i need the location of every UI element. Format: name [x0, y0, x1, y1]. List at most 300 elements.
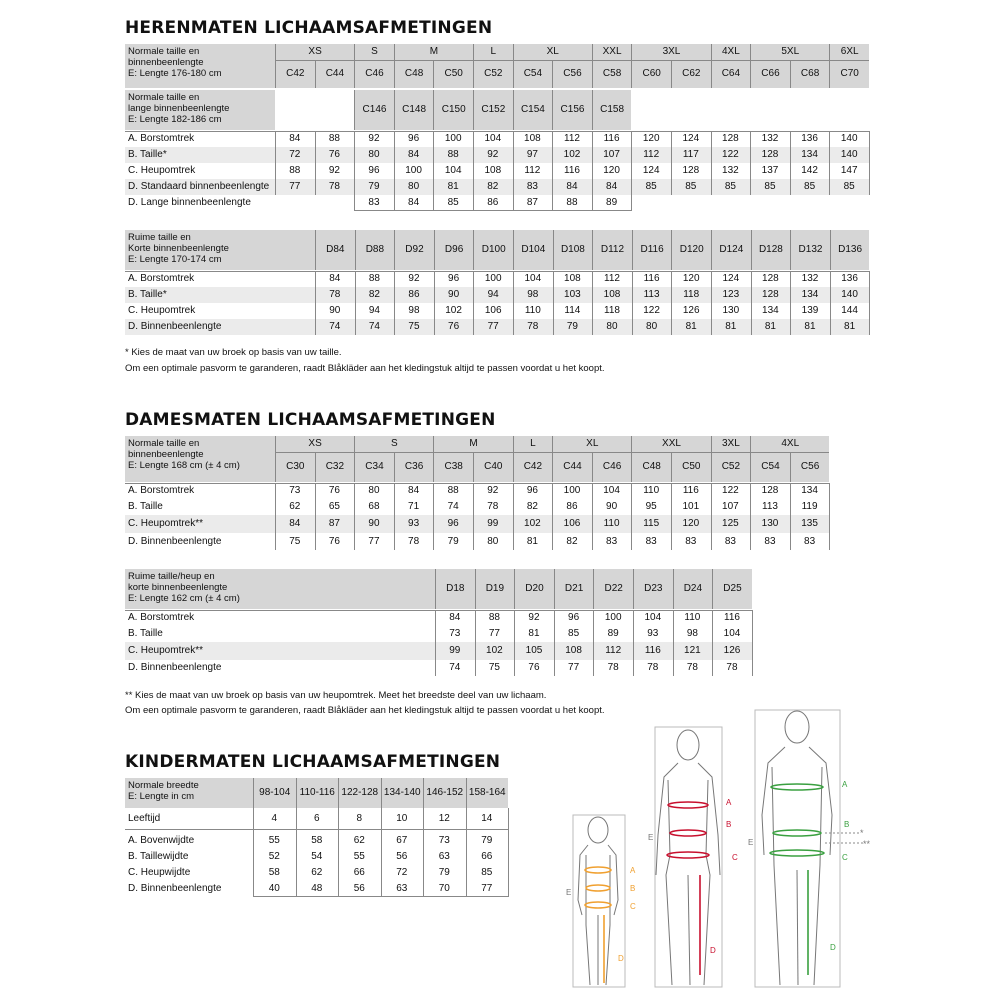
- kids-title: KINDERMATEN LICHAAMSAFMETINGEN: [125, 752, 501, 772]
- size-code: C30: [275, 452, 315, 482]
- value-cell: 122: [643, 305, 660, 316]
- value-cell: 66: [481, 851, 493, 862]
- value-cell: 68: [368, 501, 380, 512]
- value-cell: 77: [481, 883, 493, 894]
- row-divider: [125, 610, 752, 611]
- column-divider: [830, 271, 831, 335]
- value-cell: 114: [564, 305, 581, 316]
- value-cell: 120: [682, 273, 700, 284]
- value-cell: 63: [396, 883, 408, 894]
- value-cell: 85: [724, 181, 736, 192]
- size-row-label: Normale taille en binnenbeenlengte E: Lengte 168 cm (± 4 cm): [125, 436, 275, 482]
- value-cell: 81: [764, 321, 776, 332]
- value-cell: 90: [448, 289, 460, 300]
- value-cell: 99: [487, 518, 499, 529]
- value-cell: 65: [328, 501, 340, 512]
- column-divider: [338, 808, 339, 897]
- size-code: D22: [593, 569, 633, 609]
- row-label: B. Taille: [128, 501, 163, 512]
- size-group-header: XS: [275, 436, 354, 452]
- value-cell: 84: [289, 133, 301, 144]
- size-code: C52: [711, 452, 751, 482]
- child-label-e: E: [566, 888, 572, 897]
- row-label: C. Heupomtrek**: [128, 645, 204, 656]
- value-cell: 84: [606, 181, 618, 192]
- value-cell: 124: [642, 165, 660, 176]
- column-divider: [829, 131, 830, 195]
- row-divider: [275, 452, 829, 453]
- long-size-code: C150: [433, 90, 473, 130]
- value-cell: 107: [603, 149, 620, 160]
- row-label: B. Taille: [128, 628, 163, 639]
- value-cell: 74: [449, 662, 461, 673]
- long-size-row-label: Normale taille en lange binnenbeenlengte E: Lengte 182-186 cm: [125, 90, 275, 130]
- value-cell: 56: [396, 851, 408, 862]
- value-cell: 73: [438, 835, 450, 846]
- column-divider: [552, 483, 553, 550]
- man-label-b: B: [844, 820, 850, 829]
- size-code: C54: [750, 452, 790, 482]
- size-code: C70: [829, 60, 869, 88]
- value-cell: 98: [686, 628, 698, 639]
- row-label: C. Heupomtrek: [128, 165, 196, 176]
- value-cell: 75: [289, 535, 301, 547]
- value-cell: 125: [722, 518, 739, 529]
- value-cell: 92: [528, 612, 540, 623]
- men-footnote: * Kies de maat van uw broek op basis van uw taille.: [125, 347, 342, 358]
- value-cell: 85: [764, 181, 776, 192]
- value-cell: 62: [353, 835, 365, 846]
- column-divider: [712, 610, 713, 676]
- column-divider: [513, 483, 514, 550]
- column-divider: [592, 131, 593, 195]
- value-cell: 80: [487, 535, 499, 547]
- value-cell: 107: [722, 501, 739, 512]
- size-group-header: S: [354, 436, 433, 452]
- age-label: Leeftijd: [128, 813, 161, 824]
- column-divider: [275, 483, 276, 550]
- row-label: C. Heupomtrek: [128, 305, 196, 316]
- size-row-label: Normale taille en binnenbeenlengte E: Lengte 176-180 cm: [125, 44, 275, 88]
- size-group-header: 4XL: [750, 436, 829, 452]
- value-cell: 40: [268, 883, 280, 894]
- value-cell: 88: [447, 485, 459, 496]
- size-group-header: M: [394, 44, 473, 60]
- value-cell: 76: [328, 535, 340, 547]
- value-cell: 116: [643, 273, 660, 284]
- column-divider: [750, 131, 751, 195]
- value-cell: 89: [607, 628, 619, 639]
- value-cell: 77: [568, 662, 580, 673]
- value-cell: 108: [603, 289, 621, 300]
- value-cell: 78: [607, 662, 619, 673]
- column-divider: [750, 483, 751, 550]
- size-code: C68: [790, 60, 830, 88]
- column-divider: [671, 483, 672, 550]
- value-cell: 82: [368, 289, 380, 300]
- men-fit-note: Om een optimale pasvorm te garanderen, raadt Blåkläder aan het kledingstuk altijd te passen voordat u het koopt.: [125, 363, 605, 374]
- value-cell: 116: [564, 165, 580, 176]
- column-divider: [354, 483, 355, 550]
- value-cell: 73: [449, 628, 461, 639]
- value-cell: 108: [524, 133, 541, 144]
- size-code: 122-128: [338, 778, 381, 808]
- value-cell: 88: [289, 165, 301, 176]
- value-cell: 83: [526, 181, 538, 192]
- column-divider: [592, 483, 593, 550]
- value-cell: 96: [568, 612, 580, 623]
- size-code: D108: [553, 230, 593, 270]
- value-cell: 88: [368, 273, 380, 284]
- value-cell: 118: [604, 305, 620, 316]
- column-divider: [869, 131, 870, 195]
- row-label: B. Taille*: [128, 289, 167, 300]
- size-code: D23: [633, 569, 673, 609]
- value-cell: 101: [682, 501, 700, 512]
- column-divider: [394, 195, 395, 211]
- size-code: C48: [631, 452, 671, 482]
- value-cell: 75: [408, 321, 420, 332]
- size-row-label: Normale breedte E: Lengte in cm: [125, 778, 253, 808]
- row-label: D. Binnenbeenlengte: [128, 883, 222, 894]
- size-code: C58: [592, 60, 632, 88]
- value-cell: 85: [645, 181, 657, 192]
- value-cell: 142: [801, 165, 818, 176]
- value-cell: 89: [606, 197, 618, 208]
- value-cell: 99: [449, 645, 461, 656]
- women-fit-note: Om een optimale pasvorm te garanderen, raadt Blåkläder aan het kledingstuk altijd te passen voordat u het koopt.: [125, 705, 605, 716]
- body-measurement-illustration: [560, 705, 880, 990]
- value-cell: 112: [604, 273, 620, 284]
- value-cell: 134: [801, 485, 818, 496]
- value-cell: 135: [801, 518, 818, 529]
- man-label-a: A: [842, 780, 848, 789]
- size-code: C54: [513, 60, 553, 88]
- value-cell: 78: [686, 662, 698, 673]
- size-code: C46: [354, 60, 394, 88]
- value-cell: 72: [289, 149, 301, 160]
- man-figure: [755, 710, 840, 987]
- value-cell: 72: [396, 867, 408, 878]
- row-label: C. Heupwijdte: [128, 867, 191, 878]
- value-cell: 96: [408, 133, 420, 144]
- column-divider: [752, 610, 753, 676]
- value-cell: 78: [527, 321, 539, 332]
- value-cell: 76: [328, 485, 340, 496]
- row-divider: [125, 131, 869, 132]
- column-divider: [554, 610, 555, 676]
- size-code: C60: [631, 60, 671, 88]
- value-cell: 76: [328, 149, 340, 160]
- value-cell: 104: [603, 485, 620, 496]
- size-code: C40: [473, 452, 513, 482]
- column-divider: [513, 131, 514, 195]
- row-label: A. Borstomtrek: [128, 133, 195, 144]
- value-cell: 110: [603, 518, 620, 529]
- column-divider: [473, 271, 474, 335]
- value-cell: 100: [563, 485, 581, 496]
- row-label: A. Bovenwijdte: [128, 835, 195, 846]
- value-cell: 84: [289, 518, 301, 529]
- size-code: 158-164: [466, 778, 509, 808]
- value-cell: 103: [564, 289, 581, 300]
- long-size-code: C146: [354, 90, 394, 130]
- column-divider: [315, 483, 316, 550]
- row-divider: [275, 60, 869, 61]
- size-code: 98-104: [253, 778, 296, 808]
- woman-label-c: C: [732, 853, 738, 862]
- value-cell: 124: [722, 273, 740, 284]
- value-cell: 85: [447, 197, 459, 208]
- value-cell: 84: [566, 181, 578, 192]
- column-divider: [394, 131, 395, 195]
- column-divider: [671, 131, 672, 195]
- value-cell: 122: [722, 149, 739, 160]
- column-divider: [508, 808, 509, 897]
- value-cell: 90: [606, 501, 618, 512]
- size-code: 110-116: [296, 778, 339, 808]
- value-cell: 84: [449, 612, 461, 623]
- value-cell: 94: [368, 305, 380, 316]
- value-cell: 79: [438, 867, 450, 878]
- size-code: 146-152: [423, 778, 466, 808]
- value-cell: 81: [725, 321, 737, 332]
- value-cell: 83: [685, 535, 697, 547]
- value-cell: 144: [841, 305, 858, 316]
- long-size-code: C148: [394, 90, 434, 130]
- value-cell: 134: [762, 305, 779, 316]
- row-label: D. Lange binnenbeenlengte: [128, 197, 251, 208]
- value-cell: 62: [289, 501, 301, 512]
- column-divider: [354, 131, 355, 195]
- value-cell: 102: [486, 645, 503, 656]
- column-divider: [433, 195, 434, 211]
- value-cell: 128: [682, 165, 700, 176]
- value-cell: 85: [843, 181, 855, 192]
- column-divider: [435, 610, 436, 676]
- value-cell: 93: [647, 628, 659, 639]
- column-divider: [473, 195, 474, 211]
- man-waist-mark: *: [860, 828, 864, 838]
- value-cell: 97: [526, 149, 538, 160]
- value-cell: 77: [487, 321, 499, 332]
- value-cell: 108: [564, 273, 581, 284]
- column-divider: [711, 131, 712, 195]
- value-cell: 112: [524, 165, 541, 176]
- value-cell: 84: [408, 197, 420, 208]
- size-code: C38: [433, 452, 473, 482]
- size-code: C56: [790, 452, 830, 482]
- value-cell: 130: [761, 518, 779, 529]
- value-cell: 100: [604, 612, 622, 623]
- value-cell: 116: [603, 133, 620, 144]
- column-divider: [394, 271, 395, 335]
- column-divider: [315, 131, 316, 195]
- value-cell: 96: [368, 165, 380, 176]
- value-cell: 87: [328, 518, 340, 529]
- row-label: A. Borstomtrek: [128, 612, 195, 623]
- column-divider: [711, 483, 712, 550]
- value-cell: 104: [444, 165, 462, 176]
- value-cell: 128: [762, 273, 779, 284]
- value-cell: 85: [481, 867, 493, 878]
- column-divider: [394, 483, 395, 550]
- woman-label-e: E: [648, 833, 654, 842]
- value-cell: 92: [487, 149, 499, 160]
- value-cell: 116: [724, 612, 740, 623]
- size-code: C48: [394, 60, 434, 88]
- column-divider: [253, 808, 254, 897]
- value-cell: 104: [723, 628, 741, 639]
- value-cell: 86: [408, 289, 420, 300]
- value-cell: 137: [761, 165, 779, 176]
- size-code: D88: [355, 230, 395, 270]
- value-cell: 120: [682, 518, 700, 529]
- value-cell: 48: [311, 883, 323, 894]
- value-cell: 81: [844, 321, 856, 332]
- size-code: C62: [671, 60, 711, 88]
- child-label-a: A: [630, 866, 636, 875]
- value-cell: 78: [328, 181, 340, 192]
- value-cell: 81: [804, 321, 816, 332]
- value-cell: 140: [841, 289, 858, 300]
- size-code: D24: [673, 569, 713, 609]
- value-cell: 71: [408, 501, 420, 512]
- value-cell: 118: [683, 289, 700, 300]
- value-cell: 66: [353, 867, 365, 878]
- value-cell: 84: [408, 485, 420, 496]
- column-divider: [790, 483, 791, 550]
- value-cell: 120: [642, 133, 660, 144]
- size-code: C56: [552, 60, 592, 88]
- size-code: C44: [552, 452, 592, 482]
- value-cell: 94: [487, 289, 499, 300]
- value-cell: 77: [289, 181, 301, 192]
- value-cell: 74: [447, 501, 459, 512]
- value-cell: 128: [761, 149, 779, 160]
- man-hip-mark: **: [863, 839, 871, 849]
- row-label: B. Taille*: [128, 149, 167, 160]
- value-cell: 139: [801, 305, 819, 316]
- value-cell: 85: [685, 181, 697, 192]
- value-cell: 78: [329, 289, 341, 300]
- man-label-d: D: [830, 943, 836, 952]
- column-divider: [434, 271, 435, 335]
- column-divider: [466, 808, 467, 897]
- size-group-header: 3XL: [631, 44, 710, 60]
- value-cell: 78: [647, 662, 659, 673]
- value-cell: 100: [484, 273, 502, 284]
- value-cell: 90: [329, 305, 341, 316]
- child-label-d: D: [618, 954, 624, 963]
- size-code: C46: [592, 452, 632, 482]
- size-code: C66: [750, 60, 790, 88]
- value-cell: 123: [722, 289, 740, 300]
- age-value: 4: [271, 813, 278, 824]
- value-cell: 113: [762, 501, 778, 512]
- value-cell: 116: [644, 645, 661, 656]
- column-divider: [592, 195, 593, 211]
- value-cell: 128: [722, 133, 739, 144]
- column-divider: [513, 195, 514, 211]
- value-cell: 81: [685, 321, 697, 332]
- value-cell: 74: [329, 321, 341, 332]
- value-cell: 80: [368, 485, 380, 496]
- size-code: D136: [830, 230, 870, 270]
- row-divider: [125, 483, 829, 484]
- column-divider: [711, 271, 712, 335]
- row-label: D. Binnenbeenlengte: [128, 321, 222, 332]
- size-code: C32: [315, 452, 355, 482]
- value-cell: 92: [408, 273, 420, 284]
- value-cell: 62: [311, 867, 323, 878]
- age-value: 14: [481, 813, 493, 824]
- column-divider: [381, 808, 382, 897]
- column-divider: [631, 195, 632, 211]
- long-size-code: C158: [592, 90, 632, 130]
- women-footnote: ** Kies de maat van uw broek op basis van uw heupomtrek. Meet het breedste deel van uw lichaam.: [125, 690, 547, 701]
- value-cell: 104: [644, 612, 662, 623]
- value-cell: 132: [722, 165, 739, 176]
- value-cell: 88: [328, 133, 340, 144]
- size-code: D25: [712, 569, 752, 609]
- column-divider: [869, 271, 870, 335]
- value-cell: 147: [840, 165, 858, 176]
- column-divider: [354, 195, 355, 211]
- value-cell: 84: [329, 273, 341, 284]
- value-cell: 76: [528, 662, 540, 673]
- value-cell: 58: [268, 867, 280, 878]
- column-divider: [673, 610, 674, 676]
- value-cell: 92: [368, 133, 380, 144]
- size-group-header: 3XL: [711, 436, 751, 452]
- value-cell: 136: [841, 273, 858, 284]
- value-cell: 110: [643, 485, 660, 496]
- row-label: B. Taillewijdte: [128, 851, 189, 862]
- size-code: C52: [473, 60, 513, 88]
- value-cell: 130: [722, 305, 740, 316]
- row-label: D. Binnenbeenlengte: [128, 662, 222, 673]
- value-cell: 79: [368, 181, 380, 192]
- value-cell: 90: [368, 518, 380, 529]
- long-size-code: C156: [552, 90, 592, 130]
- column-divider: [631, 483, 632, 550]
- size-code: D18: [435, 569, 475, 609]
- value-cell: 81: [447, 181, 459, 192]
- value-cell: 78: [408, 535, 420, 547]
- size-code: C50: [433, 60, 473, 88]
- men-title: HERENMATEN LICHAAMSAFMETINGEN: [125, 18, 493, 38]
- value-cell: 132: [801, 273, 819, 284]
- value-cell: 102: [524, 518, 541, 529]
- column-divider: [513, 271, 514, 335]
- size-code: D120: [671, 230, 711, 270]
- size-code: D19: [475, 569, 515, 609]
- value-cell: 81: [528, 628, 540, 639]
- value-cell: 55: [268, 835, 280, 846]
- value-cell: 78: [487, 501, 499, 512]
- value-cell: 106: [563, 518, 581, 529]
- value-cell: 70: [438, 883, 450, 894]
- size-row-label: Ruime taille/heup en korte binnenbeenlengte E: Lengte 162 cm (± 4 cm): [125, 569, 435, 609]
- value-cell: 112: [643, 149, 660, 160]
- size-row-label: Ruime taille en Korte binnenbeenlengte E: Lengte 170-174 cm: [125, 230, 315, 270]
- value-cell: 77: [368, 535, 380, 547]
- value-cell: 58: [311, 835, 323, 846]
- value-cell: 102: [445, 305, 462, 316]
- woman-label-d: D: [710, 946, 716, 955]
- column-divider: [553, 271, 554, 335]
